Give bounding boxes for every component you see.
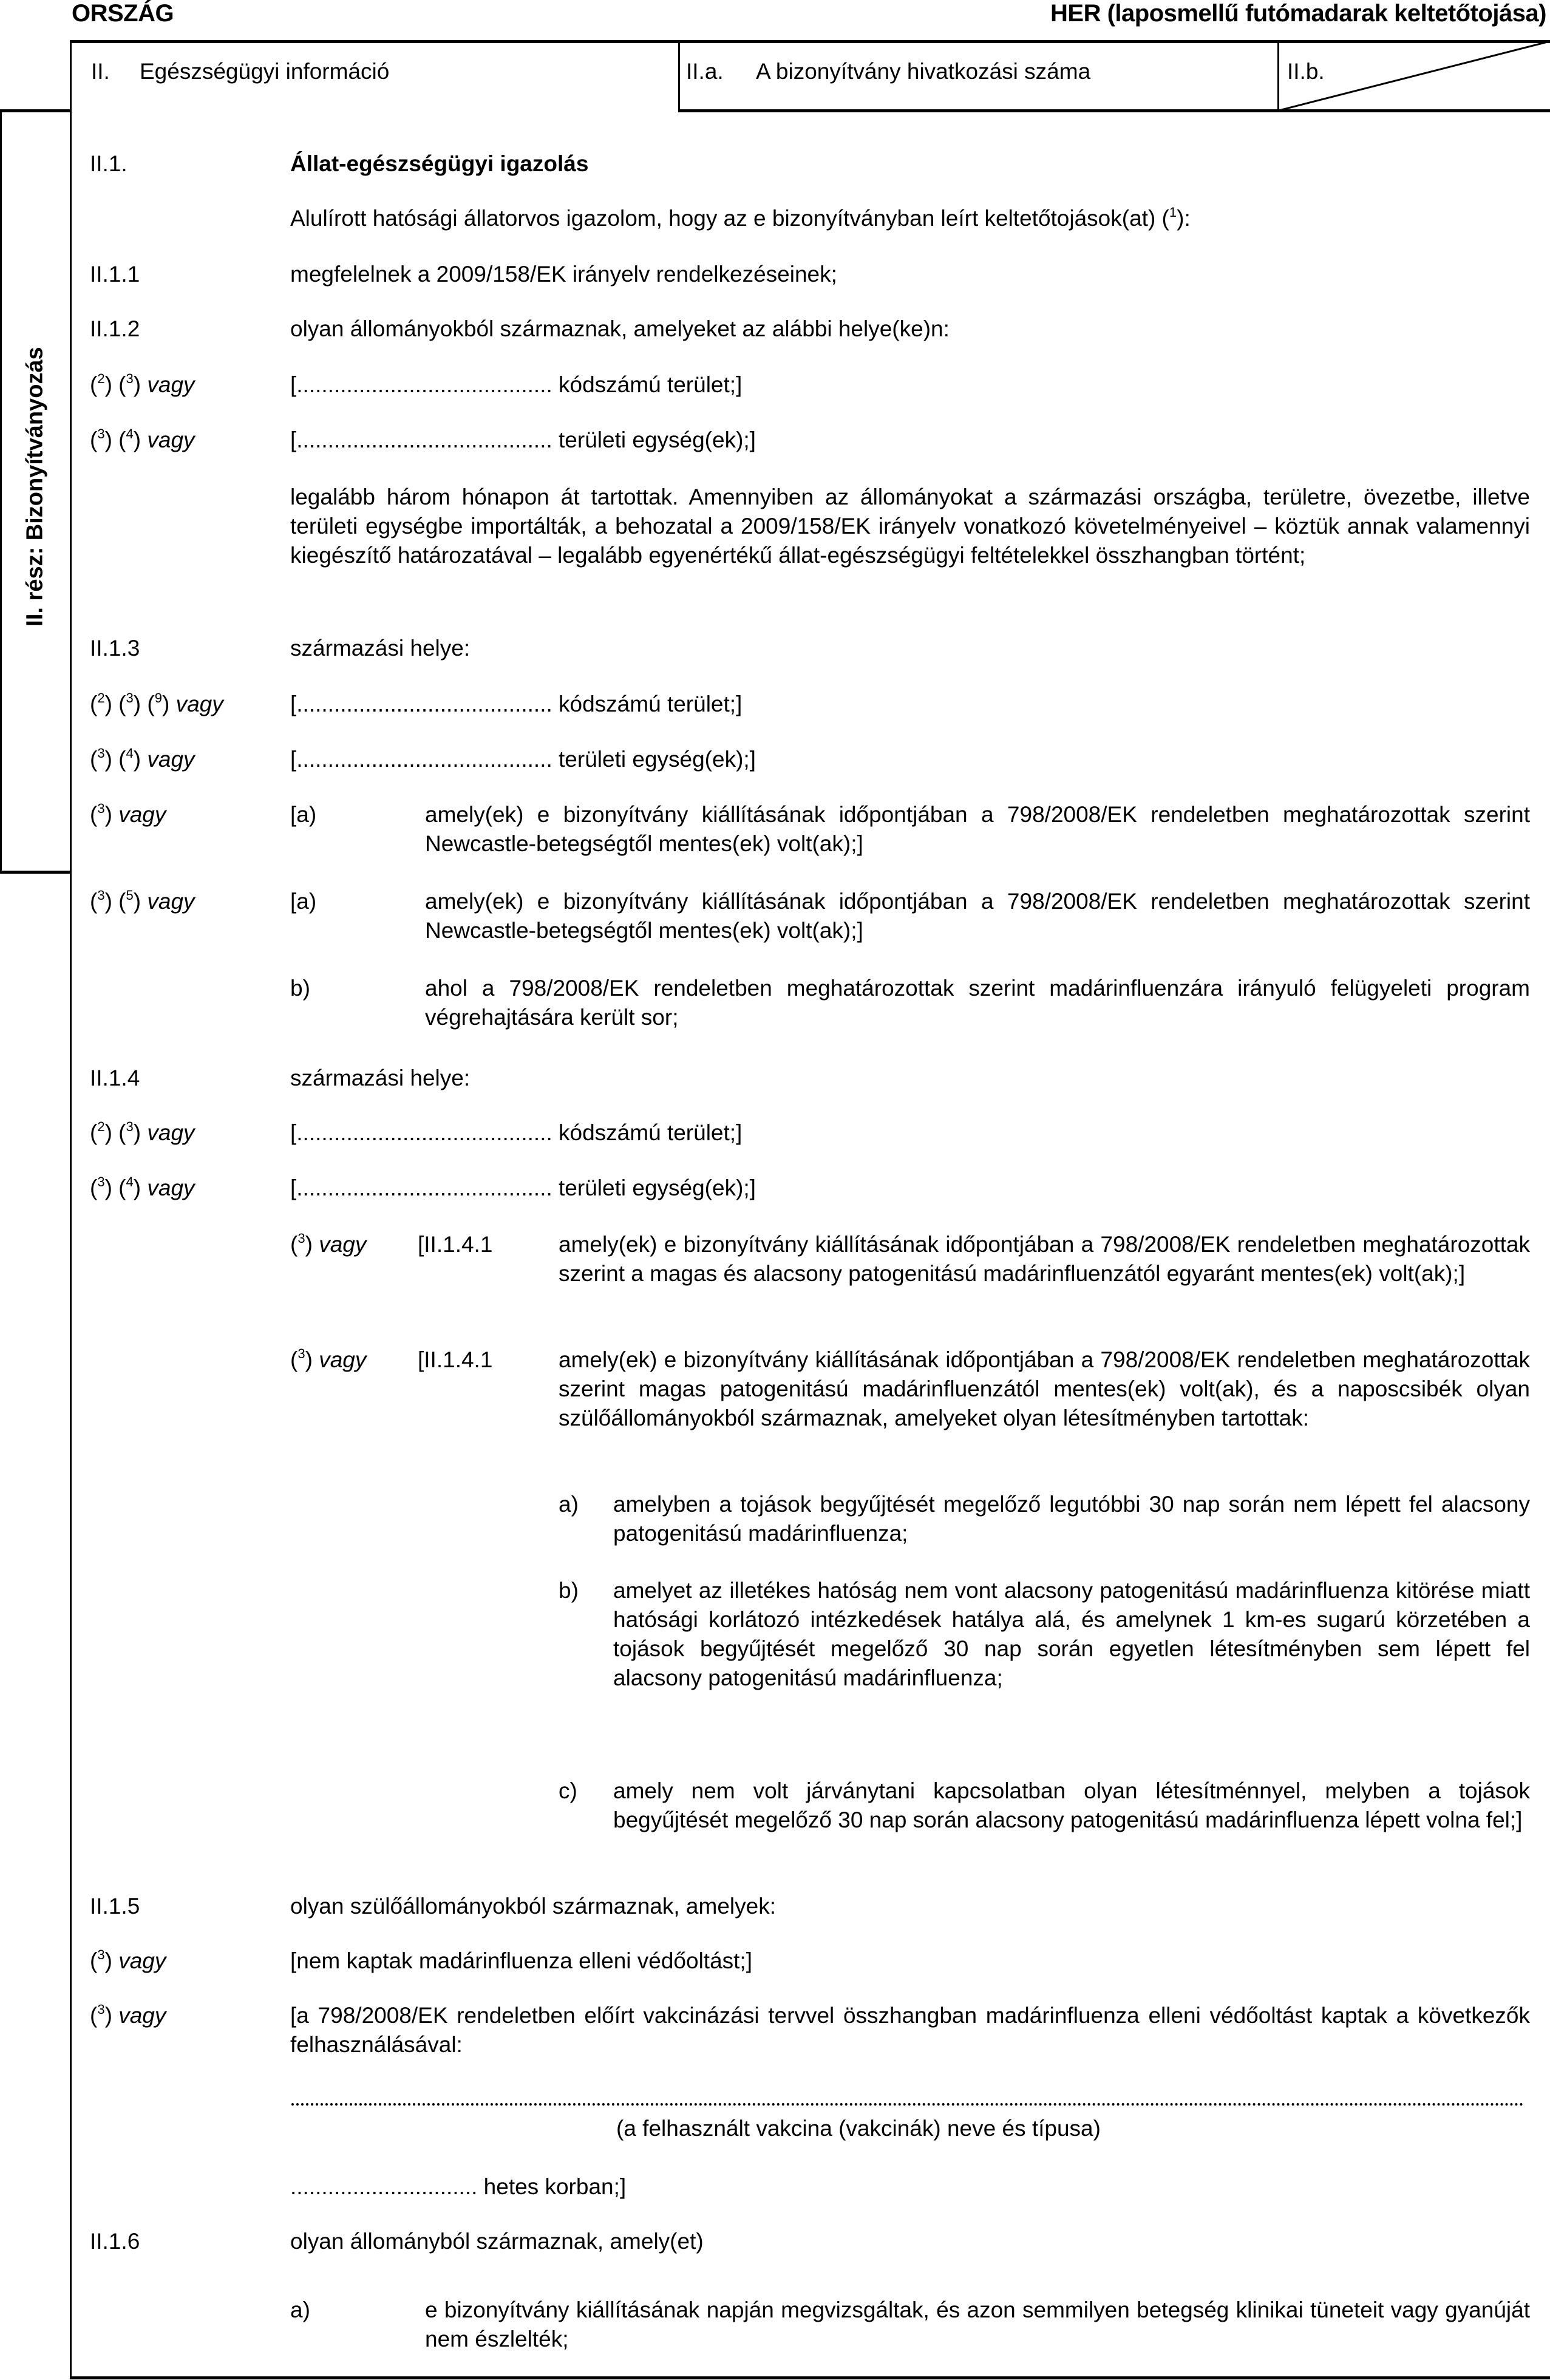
condition-item: amely nem volt járványtani kapcsolatban olyan létesítménnyel, melyben a tojások begyűjtését megelőző 30 nap során alacsony patogenitású madárinfluenza lépett volna fel;]	[613, 1778, 1530, 1832]
option-label: ($^3$) vagy	[90, 1946, 166, 1973]
item-marker: b)	[559, 1578, 579, 1603]
section-title: Egészségügyi információ	[140, 59, 390, 84]
sidebar-top-border	[0, 109, 72, 112]
territorial-unit-field[interactable]: [......................................... területi egység(ek);]	[290, 427, 756, 452]
section-number: II.	[91, 59, 110, 84]
section-num-II-1-4: II.1.4	[90, 1066, 140, 1090]
section-text-II-1-5: olyan szülőállományokból származnak, amelyek:	[290, 1894, 776, 1919]
option-label: ($^3$) vagy	[90, 2001, 166, 2028]
item-marker: a)	[290, 2297, 310, 2322]
sidebar-left-border	[0, 109, 2, 872]
item-marker: [a)	[290, 889, 317, 914]
vaccination-age-field[interactable]: .............................. hetes korban;]	[290, 2174, 627, 2199]
footnote-ref: 1	[1169, 204, 1177, 220]
section-text-II-1-3: származási helye:	[290, 636, 471, 661]
option-label: ($^2$) ($^3$) ($^9$) vagy	[90, 690, 223, 716]
option-label: ($^3$) vagy	[290, 1345, 367, 1372]
item-marker: b)	[290, 976, 310, 1001]
newcastle-free-clause: amely(ek) e bizonyítvány kiállításának időpontjában a 798/2008/EK rendeletben meghatározottak szerint Newcastle-betegségtől mentes(ek) volt(ak);]	[425, 889, 1530, 943]
territorial-unit-field[interactable]: [......................................... területi egység(ek);]	[290, 747, 756, 772]
section-text-II-1-6: olyan állományból származnak, amely(et)	[290, 2229, 704, 2254]
item-marker: a)	[559, 1492, 579, 1517]
code-area-field[interactable]: [......................................... kódszámú terület;]	[290, 692, 743, 716]
option-label: ($^2$) ($^3$) vagy	[90, 370, 195, 397]
section-num-II-1-3: II.1.3	[90, 636, 140, 661]
option-label: ($^3$) ($^4$) vagy	[90, 745, 195, 772]
section-title-II-1: Állat-egészségügyi igazolás	[290, 151, 589, 176]
option-label: ($^3$) ($^4$) vagy	[90, 426, 195, 452]
hpai-free-clause: amely(ek) e bizonyítvány kiállításának időpontjában a 798/2008/EK rendeletben meghatározottak szerint magas patogenitású madárinfluenzától mentes(ek) volt(ak), és a naposcsibék olyan szülőállományokból származnak, amelyeket olyan létesítményben tartottak:	[559, 1347, 1530, 1430]
surveillance-clause: ahol a 798/2008/EK rendeletben meghatározottak szerint madárinfluenzára irányuló felügyeleti program végrehajtására került sor;	[425, 976, 1530, 1030]
clinical-exam-clause: e bizonyítvány kiállításának napján megvizsgáltak, és azon semmilyen betegség klinikai tüneteit vagy gyanúját nem észlelték;	[425, 2297, 1530, 2351]
option-label: ($^3$) ($^4$) vagy	[90, 1174, 195, 1200]
vaccine-caption: (a felhasznált vakcina (vakcinák) neve és típusa)	[616, 2116, 1101, 2141]
option-label: ($^3$) ($^5$) vagy	[90, 887, 195, 914]
option-label: ($^3$) vagy	[290, 1230, 367, 1257]
section-num-II-1-1: II.1.1	[90, 262, 140, 287]
sidebar-bottom-border	[0, 871, 72, 874]
hpai-lpai-free-clause: amely(ek) e bizonyítvány kiállításának időpontjában a 798/2008/EK rendeletben meghatározottak szerint a magas és alacsony patogenitású madárinfluenzától egyaránt mentes(ek) volt(ak);]	[559, 1232, 1530, 1286]
section-text-II-1-1: megfelelnek a 2009/158/EK irányelv rendelkezéseinek;	[290, 262, 837, 287]
content-left-border	[70, 41, 72, 2379]
item-marker: c)	[559, 1778, 577, 1803]
certificate-title: HER (laposmellű futómadarak keltetőtojása)	[1050, 0, 1546, 27]
header-divider-1	[678, 41, 680, 111]
section-text-II-1-2: olyan állományokból származnak, amelyeket az alábbi helye(ke)n:	[290, 316, 950, 341]
option-label: ($^3$) vagy	[90, 800, 166, 827]
content-bottom-border	[70, 2376, 1550, 2379]
section-num-II-1: II.1.	[90, 151, 127, 176]
ref-number-title: A bizonyítvány hivatkozási száma	[756, 59, 1091, 84]
territorial-unit-field[interactable]: [......................................... területi egység(ek);]	[290, 1175, 756, 1200]
ref-number-label: II.a.	[686, 59, 724, 84]
option-label: ($^2$) ($^3$) vagy	[90, 1118, 195, 1145]
condition-item: amelyben a tojások begyűjtését megelőző legutóbbi 30 nap során nem lépett fel alacsony patogenitású madárinfluenza;	[613, 1492, 1530, 1546]
condition-item: amelyet az illetékes hatóság nem vont alacsony patogenitású madárinfluenza kitörése miatt hatósági korlátozó intézkedések hatálya alá, és amelynek 1 km-es sugarú körzetében a tojások begyűjtését megelőző 30 nap során egyetlen létesítményben sem lépett fel alacsony patogenitású madárinfluenza;	[613, 1578, 1530, 1690]
code-area-field[interactable]: [......................................... kódszámú terület;]	[290, 372, 743, 397]
holding-paragraph: legalább három hónapon át tartottak. Amennyiben az állományokat a származási országba, területre, övezetbe, illetve területi egységbe importálták, a behozatal a 2009/158/EK irányelv vonatkozó követelményeivel – köztük annak valamennyi kiegészítő határozatával – legalább egyenértékű állat-egészségügyi feltételekkel összhangban történt;	[290, 484, 1530, 568]
part-label: II. rész: Bizonyítványozás	[22, 347, 48, 627]
item-marker: [II.1.4.1	[418, 1232, 493, 1257]
intro-statement: Alulírott hatósági állatorvos igazolom, hogy az e bizonyítványban leírt keltetőtojások(at) ($^1$):	[290, 204, 1191, 231]
country-label: ORSZÁG	[72, 0, 174, 27]
section-text-II-1-4: származási helye:	[290, 1066, 471, 1090]
vaccine-name-field[interactable]	[291, 2103, 1524, 2106]
item-marker: [a)	[290, 802, 317, 827]
vaccinated-clause: [a 798/2008/EK rendeletben előírt vakcinázási tervvel összhangban madárinfluenza elleni védőoltást kaptak a következők felhasználásával:	[290, 2003, 1530, 2057]
code-area-field[interactable]: [......................................... kódszámú terület;]	[290, 1120, 743, 1145]
newcastle-free-clause: amely(ek) e bizonyítvány kiállításának időpontjában a 798/2008/EK rendeletben meghatározottak szerint Newcastle-betegségtől mentes(ek) volt(ak);]	[425, 802, 1530, 856]
item-marker: [II.1.4.1	[418, 1347, 493, 1372]
section-num-II-1-2: II.1.2	[90, 316, 140, 341]
section-num-II-1-6: II.1.6	[90, 2229, 140, 2254]
iib-label: II.b.	[1287, 59, 1325, 84]
section-num-II-1-5: II.1.5	[90, 1894, 140, 1919]
not-vaccinated-clause: [nem kaptak madárinfluenza elleni védőoltást;]	[290, 1948, 752, 1973]
